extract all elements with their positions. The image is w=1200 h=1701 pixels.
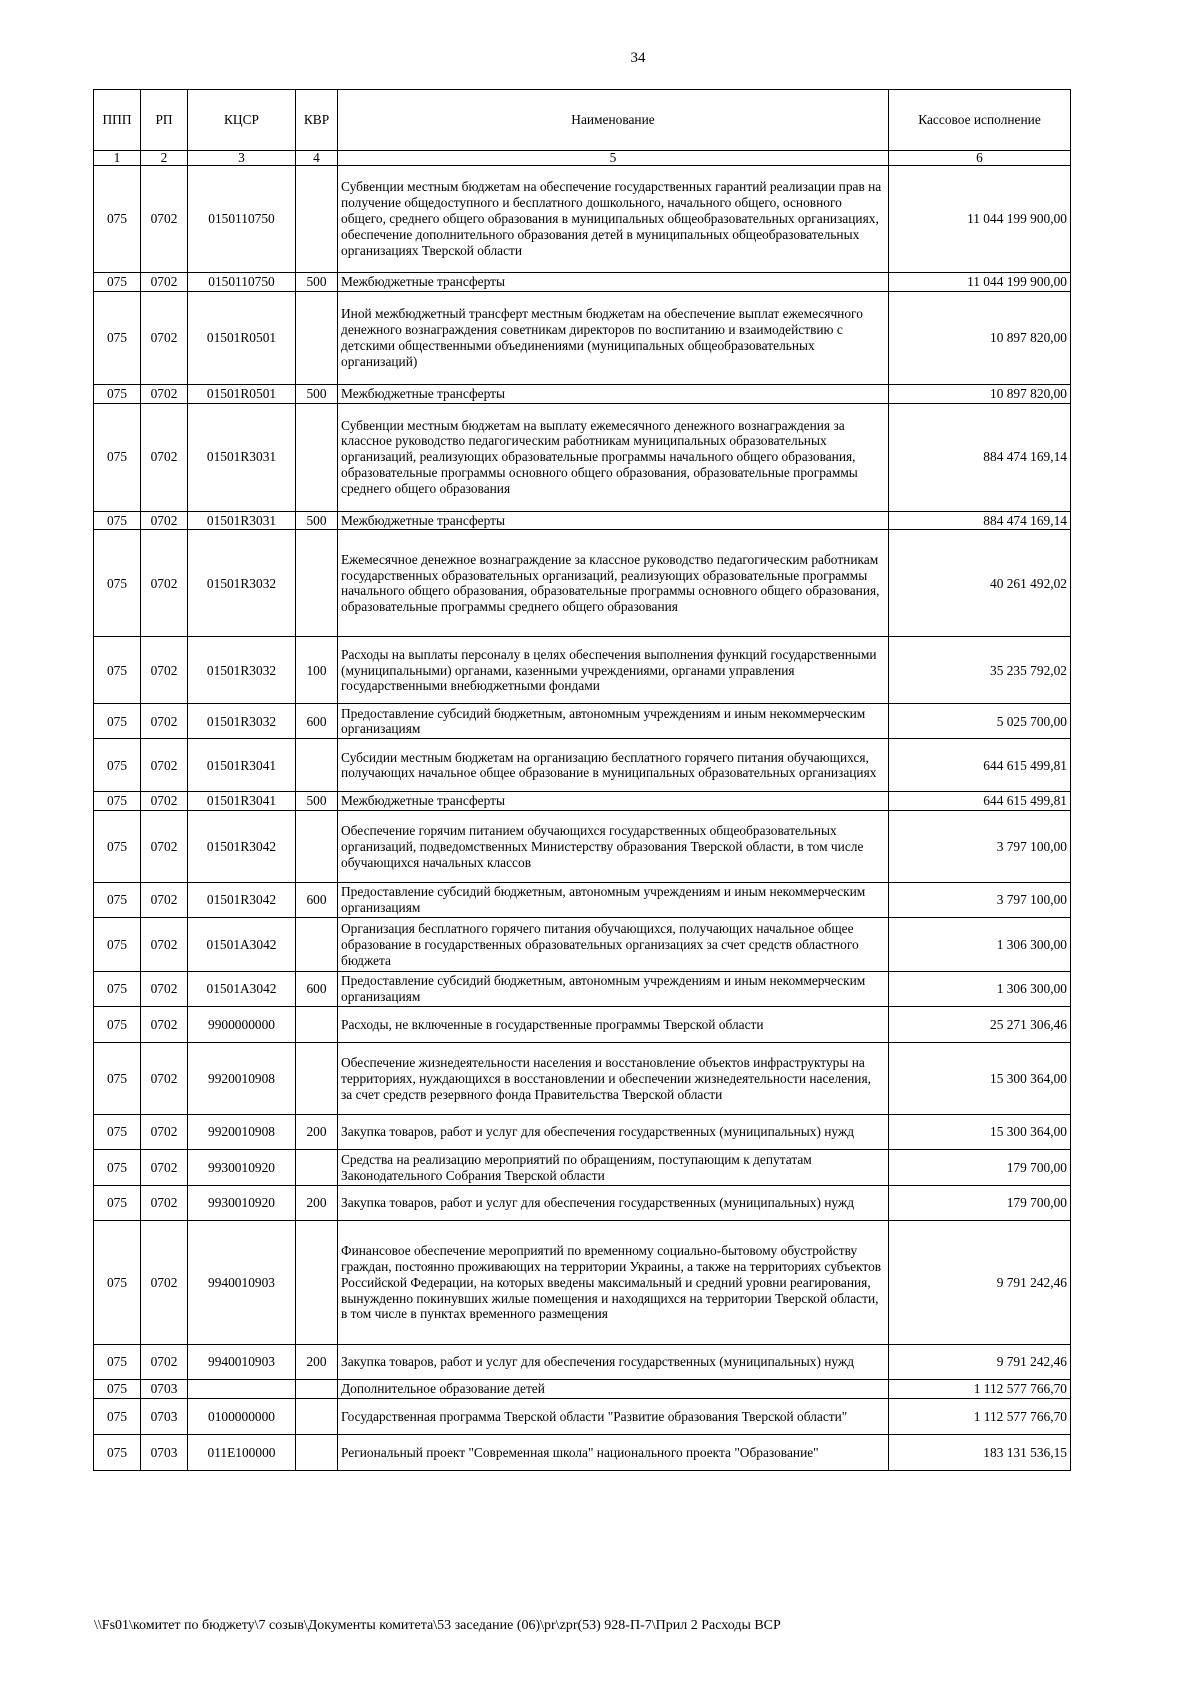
column-number: 6 bbox=[889, 151, 1071, 166]
cell-name: Межбюджетные трансферты bbox=[338, 511, 889, 530]
cell-sum: 35 235 792,02 bbox=[889, 637, 1071, 704]
cell-rp: 0702 bbox=[141, 972, 188, 1007]
header-ppp: ППП bbox=[94, 90, 141, 151]
cell-sum: 183 131 536,15 bbox=[889, 1435, 1071, 1471]
cell-kvr: 200 bbox=[296, 1115, 338, 1150]
cell-rp: 0702 bbox=[141, 739, 188, 792]
cell-ppp: 075 bbox=[94, 918, 141, 972]
cell-sum: 10 897 820,00 bbox=[889, 291, 1071, 384]
cell-ppp: 075 bbox=[94, 792, 141, 811]
cell-rp: 0702 bbox=[141, 1007, 188, 1043]
cell-kvr bbox=[296, 530, 338, 637]
cell-name: Обеспечение горячим питанием обучающихся государственных общеобразовательных организаций, подведомственных Министерству образования Тверской области, в том числе обучающихся начальных классов bbox=[338, 811, 889, 883]
cell-kvr bbox=[296, 1150, 338, 1186]
column-number-row bbox=[94, 151, 1071, 166]
cell-sum: 884 474 169,14 bbox=[889, 511, 1071, 530]
cell-sum: 3 797 100,00 bbox=[889, 811, 1071, 883]
cell-name: Финансовое обеспечение мероприятий по временному социально-бытовому обустройству граждан, постоянно проживающих на территории Украины, а также на территориях субъектов Российской Федерации, на которых введены максимальный и средний уровни реагирования, вынужденно покинувших жилые помещения и находящихся на территории Тверской области, в том числе в пунктах временного размещения bbox=[338, 1221, 889, 1345]
budget-table bbox=[93, 89, 1071, 1471]
cell-name: Организация бесплатного горячего питания обучающихся, получающих начальное общее образование в государственных образовательных организациях за счет средств областного бюджета bbox=[338, 918, 889, 972]
cell-sum: 179 700,00 bbox=[889, 1150, 1071, 1186]
table-row bbox=[94, 1186, 1071, 1221]
cell-name: Иной межбюджетный трансферт местным бюджетам на обеспечение выплат ежемесячного денежного вознаграждения советникам директоров по воспитанию и взаимодействию с детскими общественными объединениями (муниципальных общеобразовательных организаций) bbox=[338, 291, 889, 384]
cell-kvr bbox=[296, 403, 338, 511]
cell-sum: 3 797 100,00 bbox=[889, 883, 1071, 918]
cell-kcsr: 01501A3042 bbox=[188, 972, 296, 1007]
cell-kcsr: 01501R3042 bbox=[188, 811, 296, 883]
cell-rp: 0702 bbox=[141, 1150, 188, 1186]
cell-ppp: 075 bbox=[94, 1043, 141, 1115]
cell-sum: 884 474 169,14 bbox=[889, 403, 1071, 511]
cell-name: Закупка товаров, работ и услуг для обеспечения государственных (муниципальных) нужд bbox=[338, 1186, 889, 1221]
cell-ppp: 075 bbox=[94, 1380, 141, 1399]
table-row bbox=[94, 1043, 1071, 1115]
cell-kcsr: 9920010908 bbox=[188, 1115, 296, 1150]
file-path-footer: \\Fs01\комитет по бюджету\7 созыв\Документы комитета\53 заседание (06)\pr\zpr(53) 928-П-7\Прил 2 Расходы ВСР bbox=[94, 1618, 781, 1633]
cell-kvr: 500 bbox=[296, 273, 338, 292]
cell-sum: 5 025 700,00 bbox=[889, 704, 1071, 739]
cell-kcsr: 01501R3032 bbox=[188, 637, 296, 704]
cell-kvr bbox=[296, 811, 338, 883]
cell-sum: 644 615 499,81 bbox=[889, 739, 1071, 792]
cell-name: Ежемесячное денежное вознаграждение за классное руководство педагогическим работникам государственных образовательных организаций, реализующих образовательные программы начального общего образования, образовательные программы основного общего образования, образовательные программы среднего общего образования bbox=[338, 530, 889, 637]
table-row bbox=[94, 637, 1071, 704]
cell-sum: 9 791 242,46 bbox=[889, 1345, 1071, 1380]
cell-kvr: 600 bbox=[296, 883, 338, 918]
table-row bbox=[94, 511, 1071, 530]
table-row bbox=[94, 1399, 1071, 1435]
cell-sum: 9 791 242,46 bbox=[889, 1221, 1071, 1345]
cell-name: Обеспечение жизнедеятельности населения и восстановление объектов инфраструктуры на территориях, нуждающихся в восстановлении и обеспечении жизнедеятельности населения, за счет средств резервного фонда Правительства Тверской области bbox=[338, 1043, 889, 1115]
table-body bbox=[94, 166, 1071, 1471]
table-row bbox=[94, 811, 1071, 883]
cell-kcsr: 011E100000 bbox=[188, 1435, 296, 1471]
cell-rp: 0702 bbox=[141, 384, 188, 403]
cell-name: Предоставление субсидий бюджетным, автономным учреждениям и иным некоммерческим организациям bbox=[338, 883, 889, 918]
cell-kcsr: 01501R3031 bbox=[188, 403, 296, 511]
cell-ppp: 075 bbox=[94, 704, 141, 739]
header-name: Наименование bbox=[338, 90, 889, 151]
cell-name: Межбюджетные трансферты bbox=[338, 273, 889, 292]
cell-kvr bbox=[296, 739, 338, 792]
cell-ppp: 075 bbox=[94, 511, 141, 530]
cell-ppp: 075 bbox=[94, 1345, 141, 1380]
cell-rp: 0703 bbox=[141, 1380, 188, 1399]
cell-kcsr: 9930010920 bbox=[188, 1150, 296, 1186]
table-row bbox=[94, 1380, 1071, 1399]
cell-kcsr: 01501R3031 bbox=[188, 511, 296, 530]
column-number: 5 bbox=[338, 151, 889, 166]
cell-kvr: 500 bbox=[296, 384, 338, 403]
cell-ppp: 075 bbox=[94, 883, 141, 918]
table-row bbox=[94, 1221, 1071, 1345]
cell-kvr: 600 bbox=[296, 704, 338, 739]
cell-kcsr: 9900000000 bbox=[188, 1007, 296, 1043]
cell-rp: 0702 bbox=[141, 530, 188, 637]
cell-ppp: 075 bbox=[94, 637, 141, 704]
cell-kcsr bbox=[188, 1380, 296, 1399]
cell-name: Межбюджетные трансферты bbox=[338, 792, 889, 811]
cell-name: Субвенции местным бюджетам на обеспечение государственных гарантий реализации прав на получение общедоступного и бесплатного дошкольного, начального общего, основного общего, среднего общего образования в муниципальных общеобразовательных организациях, обеспечение дополнительного образования детей в муниципальных общеобразовательных организациях Тверской области bbox=[338, 166, 889, 273]
cell-ppp: 075 bbox=[94, 1007, 141, 1043]
cell-ppp: 075 bbox=[94, 530, 141, 637]
cell-kcsr: 9940010903 bbox=[188, 1345, 296, 1380]
table-row bbox=[94, 883, 1071, 918]
cell-kcsr: 0150110750 bbox=[188, 166, 296, 273]
cell-name: Региональный проект "Современная школа" национального проекта "Образование" bbox=[338, 1435, 889, 1471]
cell-ppp: 075 bbox=[94, 403, 141, 511]
cell-ppp: 075 bbox=[94, 1221, 141, 1345]
cell-rp: 0702 bbox=[141, 1043, 188, 1115]
cell-ppp: 075 bbox=[94, 739, 141, 792]
cell-kcsr: 01501R0501 bbox=[188, 384, 296, 403]
table-row bbox=[94, 1007, 1071, 1043]
cell-kvr bbox=[296, 1435, 338, 1471]
cell-kvr bbox=[296, 291, 338, 384]
cell-sum: 15 300 364,00 bbox=[889, 1043, 1071, 1115]
cell-kvr: 500 bbox=[296, 792, 338, 811]
table-row bbox=[94, 530, 1071, 637]
cell-name: Средства на реализацию мероприятий по обращениям, поступающим к депутатам Законодательного Собрания Тверской области bbox=[338, 1150, 889, 1186]
column-number: 2 bbox=[141, 151, 188, 166]
cell-name: Межбюджетные трансферты bbox=[338, 384, 889, 403]
cell-ppp: 075 bbox=[94, 273, 141, 292]
cell-ppp: 075 bbox=[94, 1115, 141, 1150]
cell-rp: 0702 bbox=[141, 1221, 188, 1345]
cell-ppp: 075 bbox=[94, 1435, 141, 1471]
cell-kcsr: 01501R3042 bbox=[188, 883, 296, 918]
cell-rp: 0702 bbox=[141, 637, 188, 704]
cell-rp: 0702 bbox=[141, 1345, 188, 1380]
cell-sum: 1 306 300,00 bbox=[889, 918, 1071, 972]
cell-ppp: 075 bbox=[94, 291, 141, 384]
cell-kcsr: 9920010908 bbox=[188, 1043, 296, 1115]
cell-ppp: 075 bbox=[94, 972, 141, 1007]
cell-rp: 0702 bbox=[141, 166, 188, 273]
cell-name: Предоставление субсидий бюджетным, автономным учреждениям и иным некоммерческим организациям bbox=[338, 972, 889, 1007]
cell-sum: 40 261 492,02 bbox=[889, 530, 1071, 637]
column-number: 4 bbox=[296, 151, 338, 166]
cell-kcsr: 01501R3032 bbox=[188, 530, 296, 637]
cell-name: Предоставление субсидий бюджетным, автономным учреждениям и иным некоммерческим организациям bbox=[338, 704, 889, 739]
table-row bbox=[94, 792, 1071, 811]
cell-kcsr: 9930010920 bbox=[188, 1186, 296, 1221]
cell-ppp: 075 bbox=[94, 166, 141, 273]
cell-name: Дополнительное образование детей bbox=[338, 1380, 889, 1399]
cell-rp: 0702 bbox=[141, 1186, 188, 1221]
cell-kvr bbox=[296, 1007, 338, 1043]
cell-sum: 11 044 199 900,00 bbox=[889, 166, 1071, 273]
cell-kcsr: 0150110750 bbox=[188, 273, 296, 292]
table-row bbox=[94, 739, 1071, 792]
column-number: 3 bbox=[188, 151, 296, 166]
cell-kcsr: 01501R3041 bbox=[188, 739, 296, 792]
cell-kvr: 600 bbox=[296, 972, 338, 1007]
cell-sum: 15 300 364,00 bbox=[889, 1115, 1071, 1150]
cell-name: Расходы на выплаты персоналу в целях обеспечения выполнения функций государственными (муниципальными) органами, казенными учреждениями, органами управления государственными внебюджетными фондами bbox=[338, 637, 889, 704]
cell-name: Государственная программа Тверской области "Развитие образования Тверской области" bbox=[338, 1399, 889, 1435]
header-rp: РП bbox=[141, 90, 188, 151]
cell-name: Закупка товаров, работ и услуг для обеспечения государственных (муниципальных) нужд bbox=[338, 1345, 889, 1380]
cell-rp: 0702 bbox=[141, 1115, 188, 1150]
header-kvr: КВР bbox=[296, 90, 338, 151]
cell-sum: 25 271 306,46 bbox=[889, 1007, 1071, 1043]
cell-kvr: 200 bbox=[296, 1345, 338, 1380]
cell-rp: 0702 bbox=[141, 811, 188, 883]
table-row bbox=[94, 403, 1071, 511]
cell-kvr bbox=[296, 166, 338, 273]
cell-kcsr: 01501R0501 bbox=[188, 291, 296, 384]
cell-rp: 0702 bbox=[141, 704, 188, 739]
cell-kcsr: 0100000000 bbox=[188, 1399, 296, 1435]
cell-rp: 0702 bbox=[141, 291, 188, 384]
cell-ppp: 075 bbox=[94, 1399, 141, 1435]
cell-sum: 10 897 820,00 bbox=[889, 384, 1071, 403]
cell-kvr: 500 bbox=[296, 511, 338, 530]
header-row bbox=[94, 90, 1071, 151]
table-row bbox=[94, 1115, 1071, 1150]
header-sum: Кассовое исполнение bbox=[889, 90, 1071, 151]
table-row bbox=[94, 972, 1071, 1007]
table-row bbox=[94, 918, 1071, 972]
cell-name: Субвенции местным бюджетам на выплату ежемесячного денежного вознаграждения за классное руководство педагогическим работникам муниципальных образовательных организаций, реализующих образовательные программы начального общего образования, образовательные программы основного общего образования, образовательные программы среднего общего образования bbox=[338, 403, 889, 511]
table-row bbox=[94, 291, 1071, 384]
cell-kvr bbox=[296, 918, 338, 972]
cell-kvr bbox=[296, 1221, 338, 1345]
cell-rp: 0702 bbox=[141, 792, 188, 811]
cell-rp: 0703 bbox=[141, 1435, 188, 1471]
cell-kcsr: 9940010903 bbox=[188, 1221, 296, 1345]
table-row bbox=[94, 1150, 1071, 1186]
cell-ppp: 075 bbox=[94, 384, 141, 403]
column-number: 1 bbox=[94, 151, 141, 166]
cell-kvr bbox=[296, 1380, 338, 1399]
table-row bbox=[94, 1435, 1071, 1471]
cell-kcsr: 01501A3042 bbox=[188, 918, 296, 972]
cell-kvr: 100 bbox=[296, 637, 338, 704]
cell-kvr bbox=[296, 1399, 338, 1435]
cell-sum: 179 700,00 bbox=[889, 1186, 1071, 1221]
cell-sum: 1 112 577 766,70 bbox=[889, 1380, 1071, 1399]
cell-sum: 11 044 199 900,00 bbox=[889, 273, 1071, 292]
cell-name: Субсидии местным бюджетам на организацию бесплатного горячего питания обучающихся, получающих начальное общее образование в муниципальных образовательных организациях bbox=[338, 739, 889, 792]
cell-kvr bbox=[296, 1043, 338, 1115]
table-row bbox=[94, 1345, 1071, 1380]
cell-rp: 0702 bbox=[141, 883, 188, 918]
cell-ppp: 075 bbox=[94, 811, 141, 883]
cell-rp: 0702 bbox=[141, 511, 188, 530]
cell-rp: 0702 bbox=[141, 403, 188, 511]
cell-sum: 1 112 577 766,70 bbox=[889, 1399, 1071, 1435]
cell-ppp: 075 bbox=[94, 1186, 141, 1221]
cell-kcsr: 01501R3041 bbox=[188, 792, 296, 811]
table-row bbox=[94, 166, 1071, 273]
cell-sum: 1 306 300,00 bbox=[889, 972, 1071, 1007]
page-number: 34 bbox=[630, 50, 646, 66]
cell-kcsr: 01501R3032 bbox=[188, 704, 296, 739]
header-kcsr: КЦСР bbox=[188, 90, 296, 151]
cell-ppp: 075 bbox=[94, 1150, 141, 1186]
table-row bbox=[94, 384, 1071, 403]
cell-rp: 0702 bbox=[141, 273, 188, 292]
cell-kvr: 200 bbox=[296, 1186, 338, 1221]
cell-sum: 644 615 499,81 bbox=[889, 792, 1071, 811]
table-row bbox=[94, 273, 1071, 292]
table-row bbox=[94, 704, 1071, 739]
cell-rp: 0703 bbox=[141, 1399, 188, 1435]
cell-name: Закупка товаров, работ и услуг для обеспечения государственных (муниципальных) нужд bbox=[338, 1115, 889, 1150]
cell-rp: 0702 bbox=[141, 918, 188, 972]
cell-name: Расходы, не включенные в государственные программы Тверской области bbox=[338, 1007, 889, 1043]
